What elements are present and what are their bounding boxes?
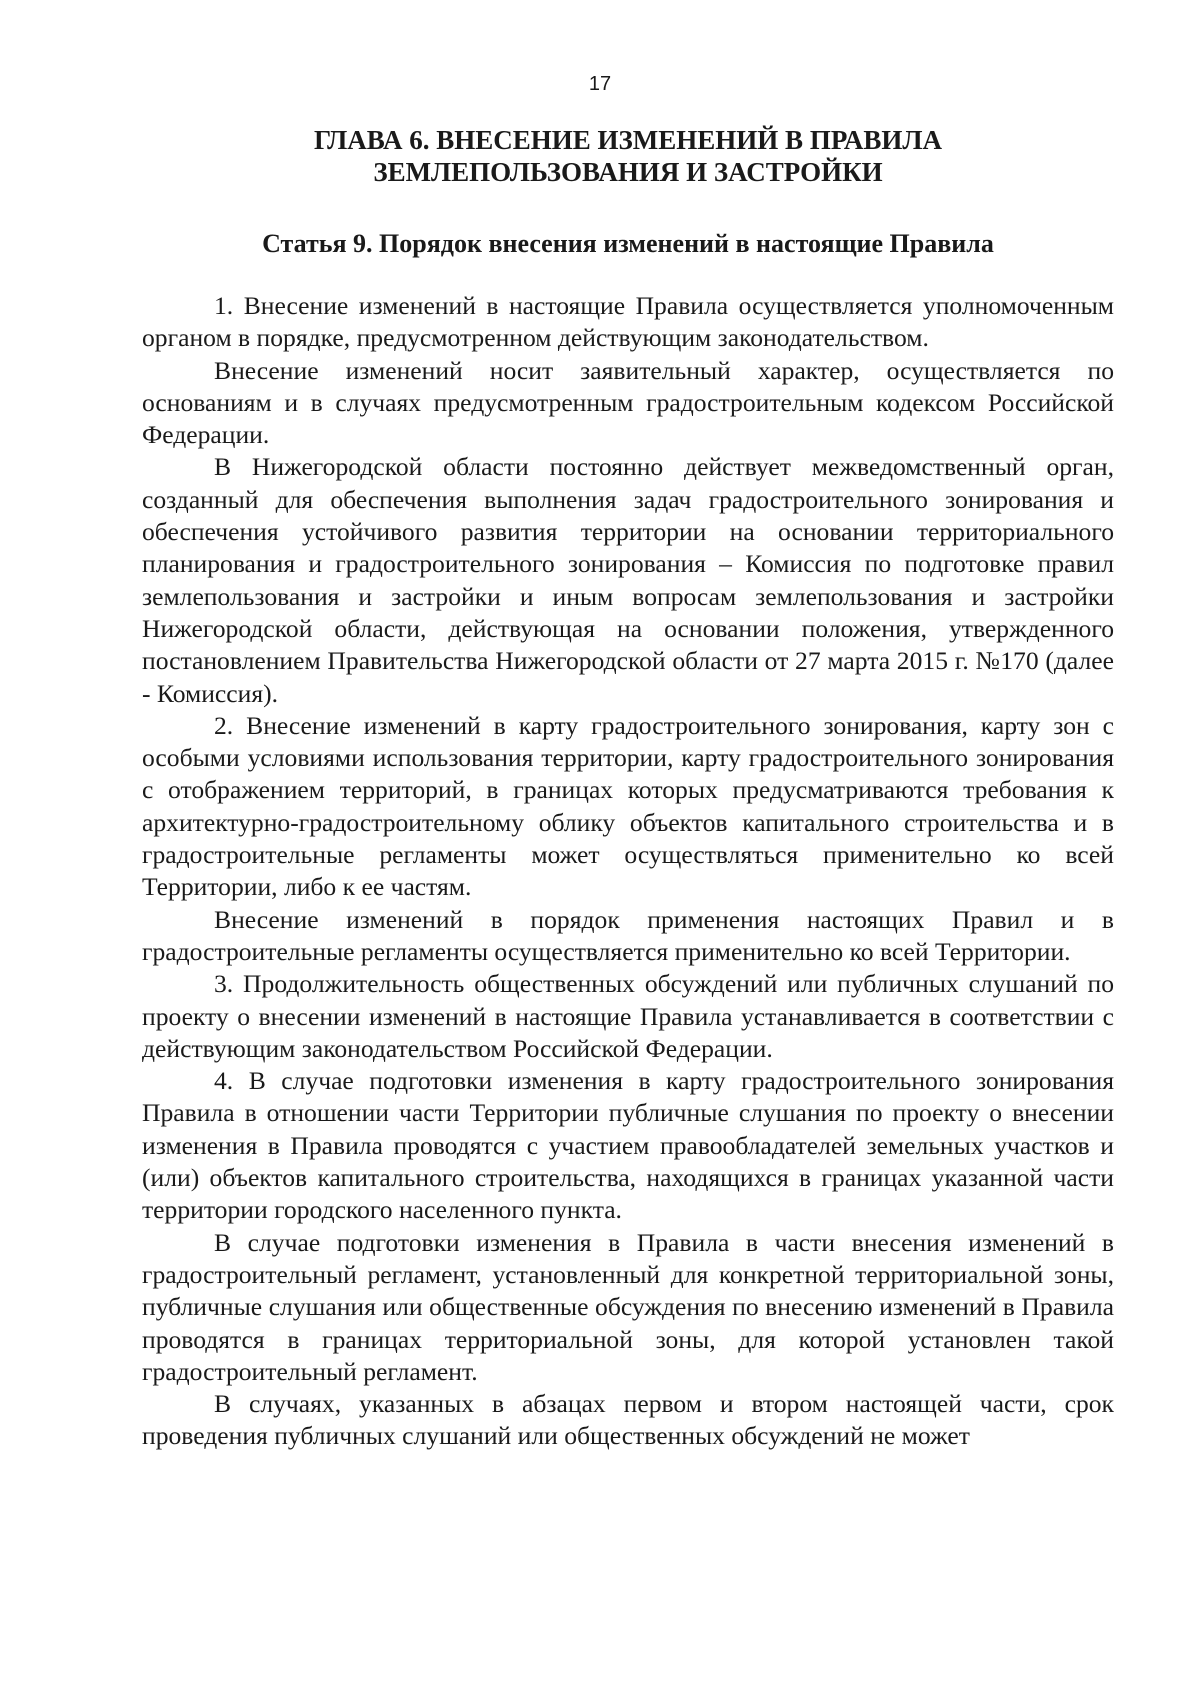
paragraph-2: Внесение изменений носит заявительный характер, осуществляется по основаниям и в случаях предусмотренным градостроительным кодексом Российской Федерации.	[142, 355, 1114, 450]
chapter-title	[142, 124, 1114, 188]
paragraph-3: В Нижегородской области постоянно действует межведомственный орган, созданный для обеспечения выполнения задач градостроительного зонирования и обеспечения устойчивого развития территории на основании территориального планирования и градостроительного зонирования – Комиссия по подготовке правил землепользования и застройки и иным вопросам землепользования и застройки Нижегородской области, действующая на основании положения, утвержденного постановлением Правительства Нижегородской области от 27 марта 2015 г. №170 (далее - Комиссия).	[142, 452, 1114, 708]
paragraph-8: В случае подготовки изменения в Правила в части внесения изменений в градостроительный регламент, установленный для конкретной территориальной зоны, публичные слушания или общественные обсуждения по внесению изменений в Правила проводятся в границах территориальной зоны, для которой установлен такой градостроительный регламент.	[142, 1227, 1114, 1386]
chapter-title-line-2: ЗЕМЛЕПОЛЬЗОВАНИЯ И ЗАСТРОЙКИ	[373, 157, 883, 187]
page-content	[142, 124, 1114, 1453]
article-title: Статья 9. Порядок внесения изменений в настоящие Правила	[262, 229, 994, 258]
paragraph-1: 1. Внесение изменений в настоящие Правила осуществляется уполномоченным органом в порядке, предусмотренном действующим законодательством.	[142, 291, 1114, 353]
paragraph-4: 2. Внесение изменений в карту градостроительного зонирования, карту зон с особыми условиями использования территории, карту градостроительного зонирования с отображением территорий, в границах которых предусматриваются требования к архитектурно-градостроительному облику объектов капитального строительства и в градостроительные регламенты может осуществляться применительно ко всей Территории, либо к ее частям.	[142, 710, 1114, 902]
paragraph-9: В случаях, указанных в абзацах первом и втором настоящей части, срок проведения публичных слушаний или общественных обсуждений не может	[142, 1389, 1114, 1451]
paragraph-5: Внесение изменений в порядок применения настоящих Правил и в градостроительные регламенты осуществляется применительно ко всей Территории.	[142, 904, 1114, 966]
article-body	[142, 290, 1114, 1453]
chapter-title-line-1: ГЛАВА 6. ВНЕСЕНИЕ ИЗМЕНЕНИЙ В ПРАВИЛА	[313, 125, 942, 155]
paragraph-6: 3. Продолжительность общественных обсуждений или публичных слушаний по проекту о внесении изменений в настоящие Правила устанавливается в соответствии с действующим законодательством Российской Федерации.	[142, 969, 1114, 1063]
page-number: 17	[588, 73, 612, 95]
paragraph-7: 4. В случае подготовки изменения в карту градостроительного зонирования Правила в отношении части Территории публичные слушания по проекту о внесении изменения в Правила проводятся с участием правообладателей земельных участков и (или) объектов капитального строительства, находящихся в границах указанной части территории городского населенного пункта.	[142, 1066, 1114, 1225]
